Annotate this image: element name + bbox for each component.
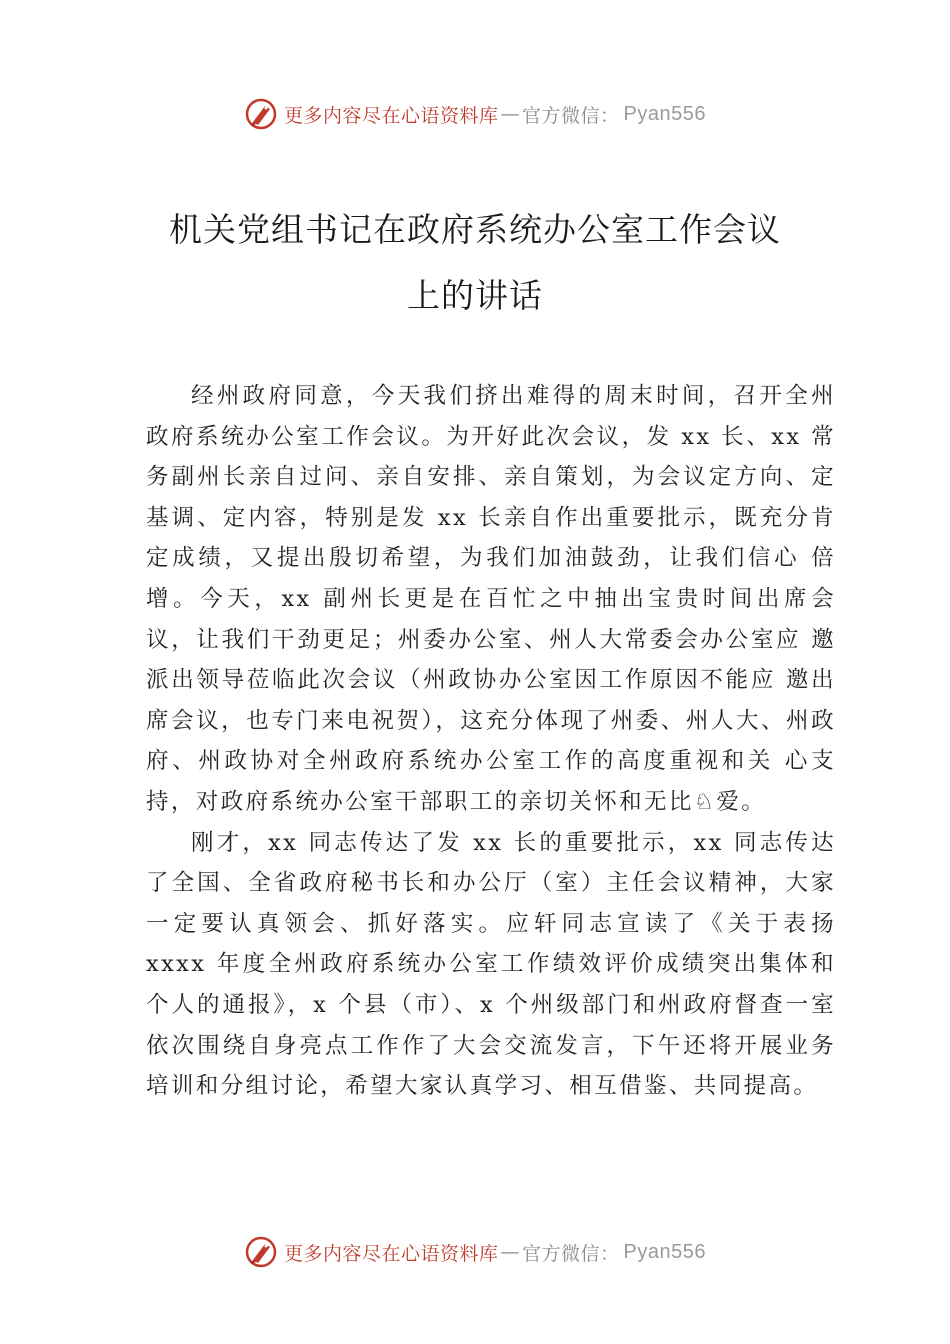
pen-nib-logo-icon — [244, 97, 278, 131]
watermark-separator: — — [500, 103, 521, 125]
document-title-line-1: 机关党组书记在政府系统办公室工作会议 — [169, 210, 781, 249]
header-watermark — [0, 92, 950, 136]
watermark-brand: 更多内容尽在心语资料库 — [284, 104, 499, 127]
footer-watermark — [0, 1230, 950, 1274]
pen-nib-logo-icon — [244, 1235, 278, 1269]
watermark-wechat-id: Pyan556 — [623, 102, 706, 125]
watermark-text — [284, 101, 706, 128]
document-body — [146, 376, 836, 1107]
watermark-wechat-id: Pyan556 — [623, 1240, 706, 1263]
body-paragraph-1: 经州政府同意，今天我们挤出难得的周末时间，召开全州政府系统办公室工作会议。为开好此次会议，发 xx 长、xx 常务副州长亲自过问、亲自安排、亲自策划，为会议定方向、定基调、定内容，特别是发 xx 长亲自作出重要批示，既充分肯定成绩，又提出殷切希望，为我们加油鼓劲，让我们信心 倍增。今天，xx 副州长更是在百忙之中抽出宝贵时间出席会 议，让我们干劲更足；州委办公室、州人大常委会办公室应 邀派出领导莅临此次会议（州政协办公室因工作原因不能应 邀出席会议，也专门来电祝贺），这充分体现了州委、州人大、州政府、州政协对全州政府系统办公室工作的高度重视和关 心支持，对政府系统办公室干部职工的亲切关怀和无比♘爱。 — [146, 383, 836, 815]
watermark-separator: — — [500, 1241, 521, 1263]
watermark-label: 官方微信： — [522, 1242, 620, 1265]
watermark-label: 官方微信： — [522, 104, 620, 127]
body-paragraph-2: 刚才，xx 同志传达了发 xx 长的重要批示，xx 同志传达了全国、全省政府秘书长和办公厅（室）主任会议精神，大家一定要认真领会、抓好落实。应轩同志宣读了《关于表扬 xxxx 年度全州政府系统办公室工作绩效评价成绩突出集体和个人的通报》，x 个县（市）、x 个州级部门和州政府督查一室依次围绕自身亮点工作作了大会交流发言，下午还将开展业务培训和分组讨论，希望大家认真学习、相互借鉴、共同提高。 — [146, 829, 836, 1100]
watermark-brand: 更多内容尽在心语资料库 — [284, 1242, 499, 1265]
watermark-text — [284, 1239, 706, 1266]
document-title-line-2: 上的讲话 — [407, 276, 543, 315]
